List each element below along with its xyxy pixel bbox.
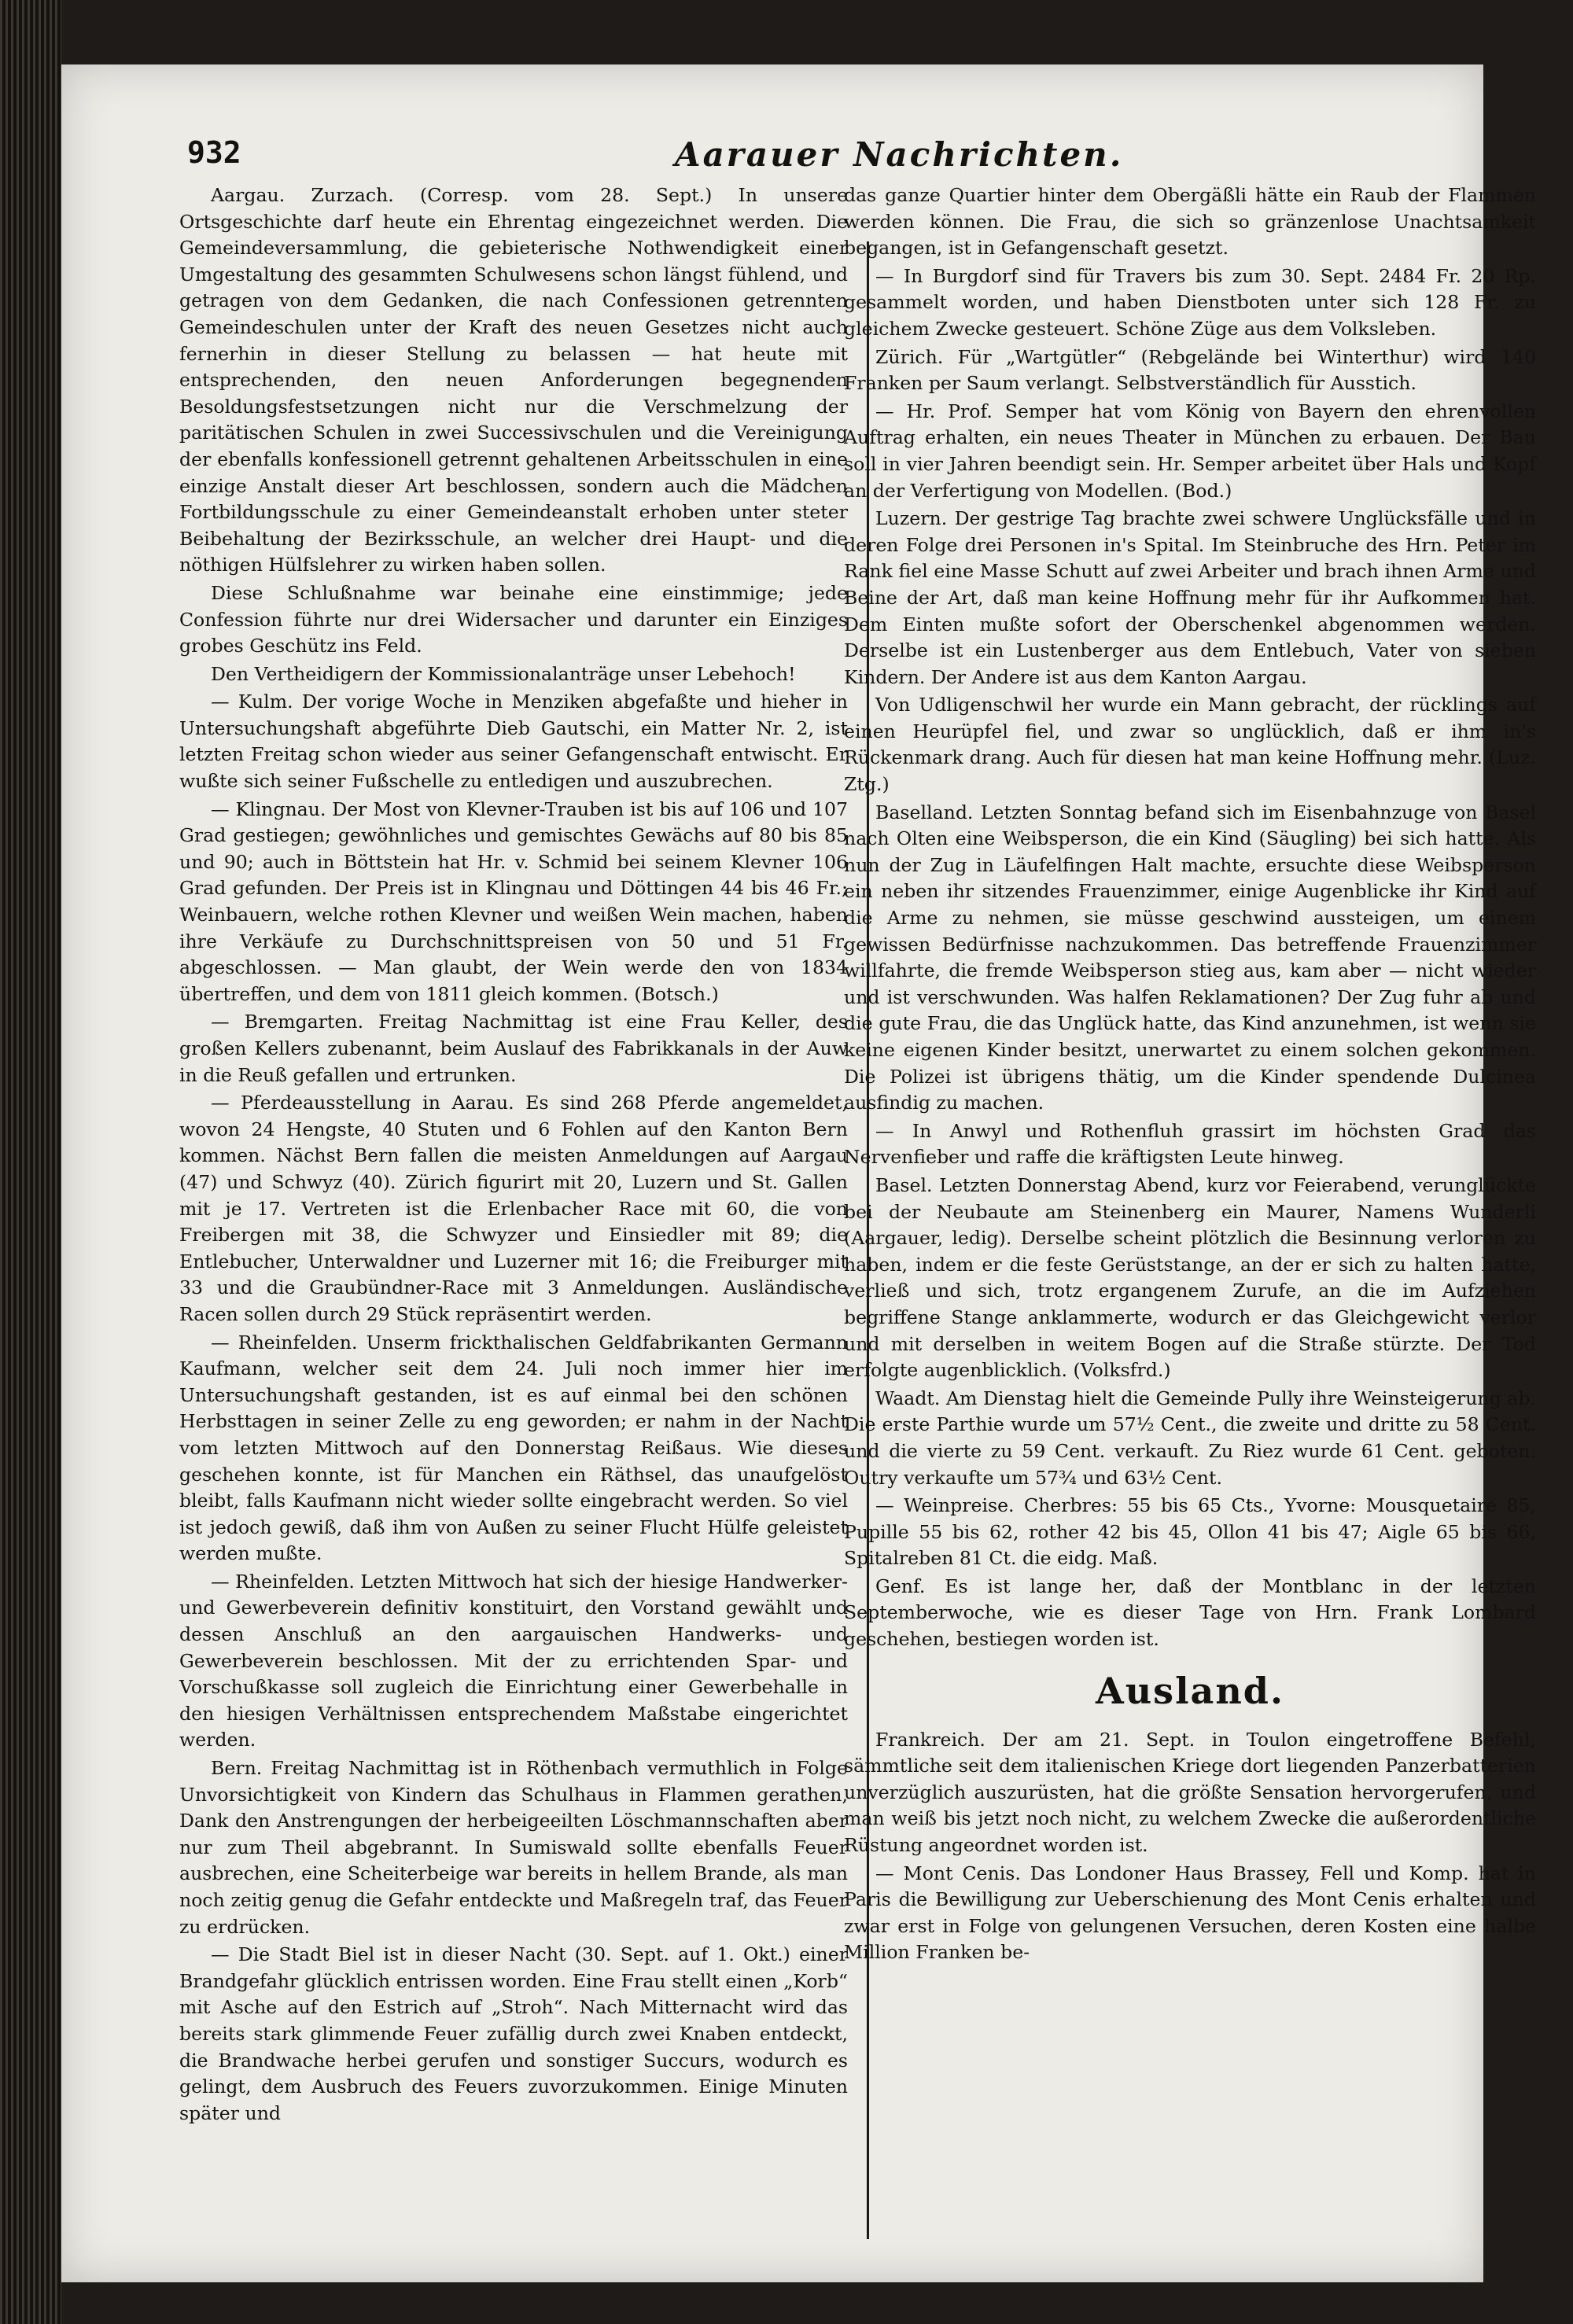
- article-paragraph: Diese Schlußnahme war beinahe eine einstimmige; jede Confession führte nur drei Widersacher und darunter ein Einziges grobes Geschütz ins Feld.: [179, 581, 848, 657]
- article-paragraph: — Hr. Prof. Semper hat vom König von Bayern den ehrenvollen Auftrag erhalten, ein neues Theater in München zu erbauen. Der Bau soll in vier Jahren beendigt sein. Hr. Semper arbeitet über Hals und Kopf an der Verfertigung von Modellen. (Bod.): [844, 400, 1536, 502]
- left-column: [179, 182, 848, 2128]
- article-paragraph: — Kulm. Der vorige Woche in Menziken abgefaßte und hieher in Untersuchungshaft abgeführte Dieb Gautschi, ein Matter Nr. 2, ist letzten Freitag schon wieder aus seiner Gefangenschaft entwischt. Er wußte sich seiner Fußschelle zu entledigen und auszubrechen.: [179, 691, 848, 793]
- page-header: [61, 135, 1483, 182]
- article-paragraph: — In Anwyl und Rothenfluh grassirt im höchsten Grad das Nervenfieber und raffe die kräftigsten Leute hinweg.: [844, 1119, 1536, 1169]
- page-number: 932: [187, 135, 241, 170]
- article-paragraph: das ganze Quartier hinter dem Obergäßli hätte ein Raub der Flammen werden können. Die Frau, die sich so gränzenlose Unachtsamkeit begangen, ist in Gefangenschaft gesetzt.: [844, 184, 1536, 260]
- article-paragraph: Bern. Freitag Nachmittag ist in Röthenbach vermuthlich in Folge Unvorsichtigkeit von Kindern das Schulhaus in Flammen gerathen, Dank den Anstrengungen der herbeigeeilten Löschmannschaften aber nur zum Theil abgebrannt. In Sumiswald sollte ebenfalls Feuer ausbrechen, eine Scheiterbeige war bereits in hellem Brande, als man noch zeitig genug die Gefahr entdeckte und Maßregeln traf, das Feuer zu erdrücken.: [179, 1757, 848, 1938]
- article-paragraph: Frankreich. Der am 21. Sept. in Toulon eingetroffene Befehl, sämmtliche seit dem italienischen Kriege dort liegenden Panzerbatterien unverzüglich auszurüsten, hat die größte Sensation hervorgerufen, und man weiß bis jetzt noch nicht, zu welchem Zwecke die außerordentliche Rüstung angeordnet worden ist.: [844, 1728, 1536, 1857]
- article-paragraph: — Rheinfelden. Letzten Mittwoch hat sich der hiesige Handwerker- und Gewerbeverein definitiv konstituirt, den Vorstand gewählt und dessen Anschluß an den aargauischen Handwerks- und Gewerbeverein beschlossen. Mit der zu errichtenden Spar- und Vorschußkasse soll zugleich die Einrichtung einer Gewerbehalle in den hiesigen Verhältnissen entsprechendem Maßstabe eingerichtet werden.: [179, 1570, 848, 1751]
- newspaper-page: [61, 64, 1536, 2282]
- article-paragraph: Baselland. Letzten Sonntag befand sich im Eisenbahnzuge von Basel nach Olten eine Weibsperson, die ein Kind (Säugling) bei sich hatte. Als nun der Zug in Läufelfingen Halt machte, ersuchte diese Weibsperson ein neben ihr sitzendes Frauenzimmer, einige Augenblicke ihr Kind auf die Arme zu nehmen, sie müsse geschwind aussteigen, um einem gewissen Bedürfnisse nachzukommen. Das betreffende Frauenzimmer willfahrte, die fremde Weibsperson stieg aus, kam aber — nicht wieder und ist verschwunden. Was halfen Reklamationen? Der Zug fuhr ab und die gute Frau, die das Unglück hatte, das Kind anzunehmen, ist wenn sie keine eigenen Kinder besitzt, unerwartet zu einem solchen gekommen. Die Polizei ist übrigens thätig, um die Kinder spendende Dulcinea ausfindig zu machen.: [844, 801, 1536, 1114]
- article-paragraph: — Pferdeausstellung in Aarau. Es sind 268 Pferde angemeldet, wovon 24 Hengste, 40 Stuten und 6 Fohlen auf den Kanton Bern kommen. Nächst Bern fallen die meisten Anmeldungen auf Aargau (47) und Schwyz (40). Zürich figurirt mit 20, Luzern und St. Gallen mit je 17. Vertreten ist die Erlenbacher Race mit 60, die von Freibergen mit 38, die Schwyzer und Einsiedler mit 89; die Entlebucher, Unterwaldner und Luzerner mit 16; die Freiburger mit 33 und die Graubündner-Race mit 3 Anmeldungen. Ausländische Racen sollen durch 29 Stück repräsentirt werden.: [179, 1092, 848, 1325]
- article-paragraph: Waadt. Am Dienstag hielt die Gemeinde Pully ihre Weinsteigerung ab. Die erste Parthie wurde um 57½ Cent., die zweite und dritte zu 58 Cent. und die vierte zu 59 Cent. verkauft. Zu Riez wurde 61 Cent. geboten. Outry verkaufte um 57¾ und 63½ Cent.: [844, 1387, 1536, 1489]
- article-paragraph: — Mont Cenis. Das Londoner Haus Brassey, Fell und Komp. hat in Paris die Bewilligung zur Ueberschienung des Mont Cenis erhalten und zwar erst in Folge von gelungenen Versuchen, deren Kosten eine halbe Million Franken be-: [844, 1862, 1536, 1964]
- section-heading-ausland: Ausland.: [1096, 1669, 1284, 1712]
- article-paragraph: — Die Stadt Biel ist in dieser Nacht (30. Sept. auf 1. Okt.) einer Brandgefahr glücklich entrissen worden. Eine Frau stellt einen „Korb“ mit Asche auf den Estrich auf „Stroh“. Nach Mitternacht wird das bereits stark glimmende Feuer zufällig durch zwei Knaben entdeckt, die Brandwache herbei gerufen und sonstiger Succurs, wodurch es gelingt, dem Ausbruch des Feuers zuvorzukommen. Einige Minuten später und: [179, 1943, 848, 2124]
- article-paragraph: — Weinpreise. Cherbres: 55 bis 65 Cts., Yvorne: Mousquetaire 85, Pupille 55 bis 62, rother 42 bis 45, Ollon 41 bis 47; Aigle 65 bis 66, Spitalreben 81 Ct. die eidg. Maß.: [844, 1494, 1536, 1570]
- article-paragraph: Den Vertheidigern der Kommissionalanträge unser Lebehoch!: [211, 662, 796, 685]
- article-paragraph: Von Udligenschwil her wurde ein Mann gebracht, der rücklings auf einen Heurüpfel fiel, und zwar so unglücklich, daß er ihm in's Rückenmark drang. Auch für diesen hat man keine Hoffnung mehr. (Luz. Ztg.): [844, 694, 1536, 796]
- masthead-title: Aarauer Nachrichten.: [675, 135, 1124, 174]
- article-paragraph: — Klingnau. Der Most von Klevner-Trauben ist bis auf 106 und 107 Grad gestiegen; gewöhnliches und gemischtes Gewächs auf 80 bis 85 und 90; auch in Böttstein hat Hr. v. Schmid bei seinem Klevner 106 Grad gefunden. Der Preis ist in Klingnau und Döttingen 44 bis 46 Fr.; Weinbauern, welche rothen Klevner und weißen Wein machen, haben ihre Verkäufe zu Durchschnittspreisen von 50 und 51 Fr. abgeschlossen. — Man glaubt, der Wein werde den von 1834 übertreffen, und dem von 1811 gleich kommen. (Botsch.): [179, 797, 848, 1005]
- article-paragraph: Basel. Letzten Donnerstag Abend, kurz vor Feierabend, verunglückte bei der Neubaute am Steinenberg ein Maurer, Namens Wunderli (Aargauer, ledig). Derselbe scheint plötzlich die Besinnung verloren zu haben, indem er die feste Gerüststange, an der er sich zu halten hatte, verließ und sich, trotz ergangenem Zurufe, an die im Aufziehen begriffene Stange anklammerte, wodurch er das Gleichgewicht verlor und mit derselben in weitem Bogen auf die Straße stürzte. Der Tod erfolgte augenblicklich. (Volksfrd.): [844, 1173, 1536, 1382]
- article-paragraph: Genf. Es ist lange her, daß der Montblanc in der letzten Septemberwoche, wie es dieser Tage von Hrn. Frank Lombard geschehen, bestiegen worden ist.: [844, 1575, 1536, 1651]
- article-paragraph: — In Burgdorf sind für Travers bis zum 30. Sept. 2484 Fr. 20 Rp. gesammelt worden, und haben Dienstboten unter sich 128 Fr. zu gleichem Zwecke gesteuert. Schöne Züge aus dem Volksleben.: [844, 264, 1536, 340]
- article-paragraph: — Rheinfelden. Unserm frickthalischen Geldfabrikanten Germann Kaufmann, welcher seit dem 24. Juli noch immer hier im Untersuchungshaft gestanden, ist es auf einmal bei den schönen Herbsttagen in seiner Zelle zu eng geworden; er nahm in der Nacht vom letzten Mittwoch auf den Donnerstag Reißaus. Wie dieses geschehen konnte, ist für Manchen ein Räthsel, das unaufgelöst bleibt, falls Kaufmann nicht wieder sollte eingebracht werden. So viel ist jedoch gewiß, daß ihm von Außen zu seiner Flucht Hülfe geleistet werden mußte.: [179, 1331, 848, 1565]
- article-paragraph: Luzern. Der gestrige Tag brachte zwei schwere Unglücksfälle und in deren Folge drei Personen in's Spital. Im Steinbruche des Hrn. Peter im Rank fiel eine Masse Schutt auf zwei Arbeiter und brach ihnen Arme und Beine der Art, daß man keine Hoffnung mehr für ihr Aufkommen hat. Dem Einten mußte sofort der Oberschenkel abgenommen werden. Derselbe ist ein Lustenberger aus dem Entlebuch, Vater von sieben Kindern. Der Andere ist aus dem Kanton Aargau.: [844, 507, 1536, 688]
- article-paragraph: Zürich. Für „Wartgütler“ (Rebgelände bei Winterthur) wird 140 Franken per Saum verlangt. Selbstverständlich für Ausstich.: [844, 345, 1536, 395]
- right-column: [844, 182, 1536, 1968]
- article-paragraph: — Bremgarten. Freitag Nachmittag ist eine Frau Keller, des großen Kellers zubenannt, beim Auslauf des Fabrikkanals in der Auw in die Reuß gefallen und ertrunken.: [179, 1011, 848, 1086]
- article-paragraph: Aargau. Zurzach. (Corresp. vom 28. Sept.) In unsere Ortsgeschichte darf heute ein Ehrentag eingezeichnet werden. Die Gemeindeversammlung, die gebieterische Nothwendigkeit einer Umgestaltung des gesammten Schulwesens schon längst fühlend, und getragen von dem Gedanken, die nach Confessionen getrennten Gemeindeschulen unter der Kraft des neuen Gesetzes nicht auch fernerhin in dieser Stellung zu belassen — hat heute mit entsprechenden, den neuen Anforderungen begegnenden Besoldungsfestsetzungen nicht nur die Verschmelzung der paritätischen Schulen in zwei Successivschulen und die Vereinigung der ebenfalls konfessionell getrennt gehaltenen Arbeitsschulen in eine einzige Anstalt dieser Art beschlossen, sondern auch die Mädchen Fortbildungsschule zu einer Gemeindeanstalt erhoben unter steter Beibehaltung der Bezirksschule, an welcher drei Haupt- und die nöthigen Hülfslehrer zu wirken haben sollen.: [179, 184, 848, 576]
- book-binding-edge: [0, 0, 61, 2324]
